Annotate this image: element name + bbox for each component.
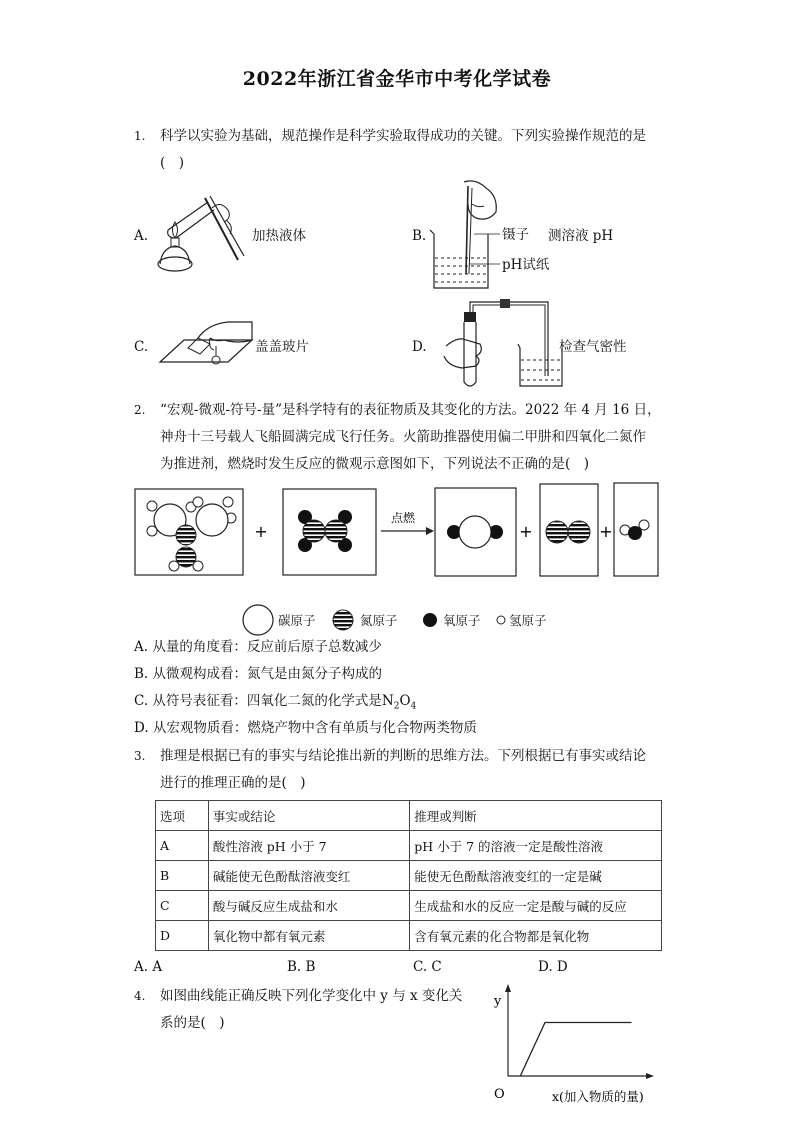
x-axis-arrow [646, 1073, 654, 1079]
y-axis-label: y [494, 994, 502, 1009]
legend-hydrogen: 氢原子 [509, 613, 547, 628]
q3-stem-line1: 推理是根据已有的事实与结论推出新的判断的思维方法。下列根据已有事实或结论 [160, 748, 646, 764]
dimethylhydrazine-molecule [147, 497, 236, 571]
table-row [156, 831, 662, 861]
water-molecule [620, 520, 649, 540]
q1-option-b-letter: B. [412, 228, 427, 244]
q2-option-c: C. 从符号表征看：四氧化二氮的化学式是$N_2O_4$ [134, 693, 417, 712]
table-cell: 含有氧元素的化合物都是氧化物 [410, 921, 662, 951]
q4-number: 4. [134, 989, 146, 1003]
table-cell: 碱能使无色酚酞溶液变红 [208, 861, 409, 891]
q1-stem-line1: 科学以实验为基础，规范操作是科学实验取得成功的关键。下列实验操作规范的是 [160, 128, 646, 144]
table-cell: B [156, 861, 209, 891]
legend-oxygen: 氧原子 [443, 613, 481, 628]
q1-option-b-note-tweezers: 镊子 [502, 227, 529, 243]
q1-option-d-label: 检查气密性 [559, 339, 627, 355]
table-row [156, 891, 662, 921]
x-axis-label: x(加入物质的量) [552, 1089, 644, 1104]
q1-option-a-letter: A. [134, 228, 149, 244]
oxygen-atom-legend-icon [423, 613, 437, 627]
q2-stem-line1: “宏观-微观-符号-量”是科学特有的表征物质及其变化的方法。2022 年 4 月 16 日， [160, 402, 661, 418]
nitrogen-atom-legend-icon [333, 610, 353, 630]
series-line [520, 1023, 631, 1077]
plus-sign-3: + [599, 522, 613, 541]
q2-option-b: B. 从微观构成看：氮气是由氮分子构成的 [134, 666, 383, 682]
legend-nitrogen: 氮原子 [360, 613, 398, 628]
table-cell: D [156, 921, 209, 951]
hydrogen-atom-legend-icon [497, 616, 505, 624]
legend-carbon: 碳原子 [278, 613, 316, 628]
q2-option-a: A. 从量的角度看：反应前后原子总数减少 [134, 639, 382, 655]
origin-label: O [494, 1087, 505, 1102]
table-cell: C [156, 891, 209, 921]
q1-option-d-letter: D. [412, 339, 427, 355]
q3-table [155, 800, 662, 951]
q1-option-b-note-ph-paper: pH试纸 [502, 257, 550, 273]
q1-option-a-label: 加热液体 [252, 228, 306, 244]
y-axis-arrow [505, 984, 511, 992]
dinitrogen-tetroxide-molecule [298, 510, 352, 552]
header-cell: 事实或结论 [208, 801, 409, 831]
ignite-label: 点燃 [390, 511, 416, 525]
q4-chart [480, 984, 670, 1110]
q2-stem-line2: 神舟十三号载人飞船圆满完成飞行任务。火箭助推器使用偏二甲肼和四氧化二氮作 [160, 429, 646, 445]
q3-answer-d: D. D [538, 959, 568, 975]
q3-answer-c: C. C [413, 959, 442, 975]
q2-option-d: D. 从宏观物质看：燃烧产物中含有单质与化合物两类物质 [134, 720, 477, 736]
table-row [156, 861, 662, 891]
q4-stem-line2: 系的是( ) [160, 1015, 225, 1031]
q1-number: 1. [134, 129, 146, 143]
table-cell: 酸性溶液 pH 小于 7 [208, 831, 409, 861]
table-row [156, 921, 662, 951]
q3-stem-line2: 进行的推理正确的是( ) [160, 775, 306, 791]
q3-answer-a: A. A [134, 959, 163, 975]
airtightness-check-illustration [436, 296, 566, 390]
heating-liquid-illustration [150, 190, 250, 280]
table-cell: 酸与碱反应生成盐和水 [208, 891, 409, 921]
q1-stem-line2: ( ) [160, 155, 185, 171]
ph-test-illustration [428, 178, 508, 294]
q4-stem-line1: 如图曲线能正确反映下列化学变化中 y 与 x 变化关 [160, 988, 463, 1004]
header-cell: 推理或判断 [410, 801, 662, 831]
table-cell: A [156, 831, 209, 861]
table-cell: 氧化物中都有氧元素 [208, 921, 409, 951]
plus-sign-2: + [519, 522, 533, 541]
q1-option-b-label: 测溶液 pH [548, 228, 614, 244]
header-cell: 选项 [156, 801, 209, 831]
q1-option-c-letter: C. [134, 339, 149, 355]
q3-number: 3. [134, 749, 146, 763]
q2-number: 2. [134, 403, 146, 417]
cover-slip-illustration [158, 318, 254, 372]
table-cell: 生成盐和水的反应一定是酸与碱的反应 [410, 891, 662, 921]
page-title: 2022年浙江省金华市中考化学试卷 [242, 68, 552, 90]
q3-answer-b: B. B [287, 959, 316, 975]
carbon-dioxide-molecule [447, 516, 503, 548]
table-header-row [156, 801, 662, 831]
nitrogen-molecule [546, 521, 590, 543]
plus-sign-1: + [254, 522, 268, 541]
table-cell: 能使无色酚酞溶液变红的一定是碱 [410, 861, 662, 891]
table-cell: pH 小于 7 的溶液一定是酸性溶液 [410, 831, 662, 861]
q2-stem-line3: 为推进剂，燃烧时发生反应的微观示意图如下，下列说法不正确的是( ) [160, 456, 590, 472]
q1-option-c-label: 盖盖玻片 [255, 339, 309, 355]
carbon-atom-legend-icon [243, 605, 273, 635]
